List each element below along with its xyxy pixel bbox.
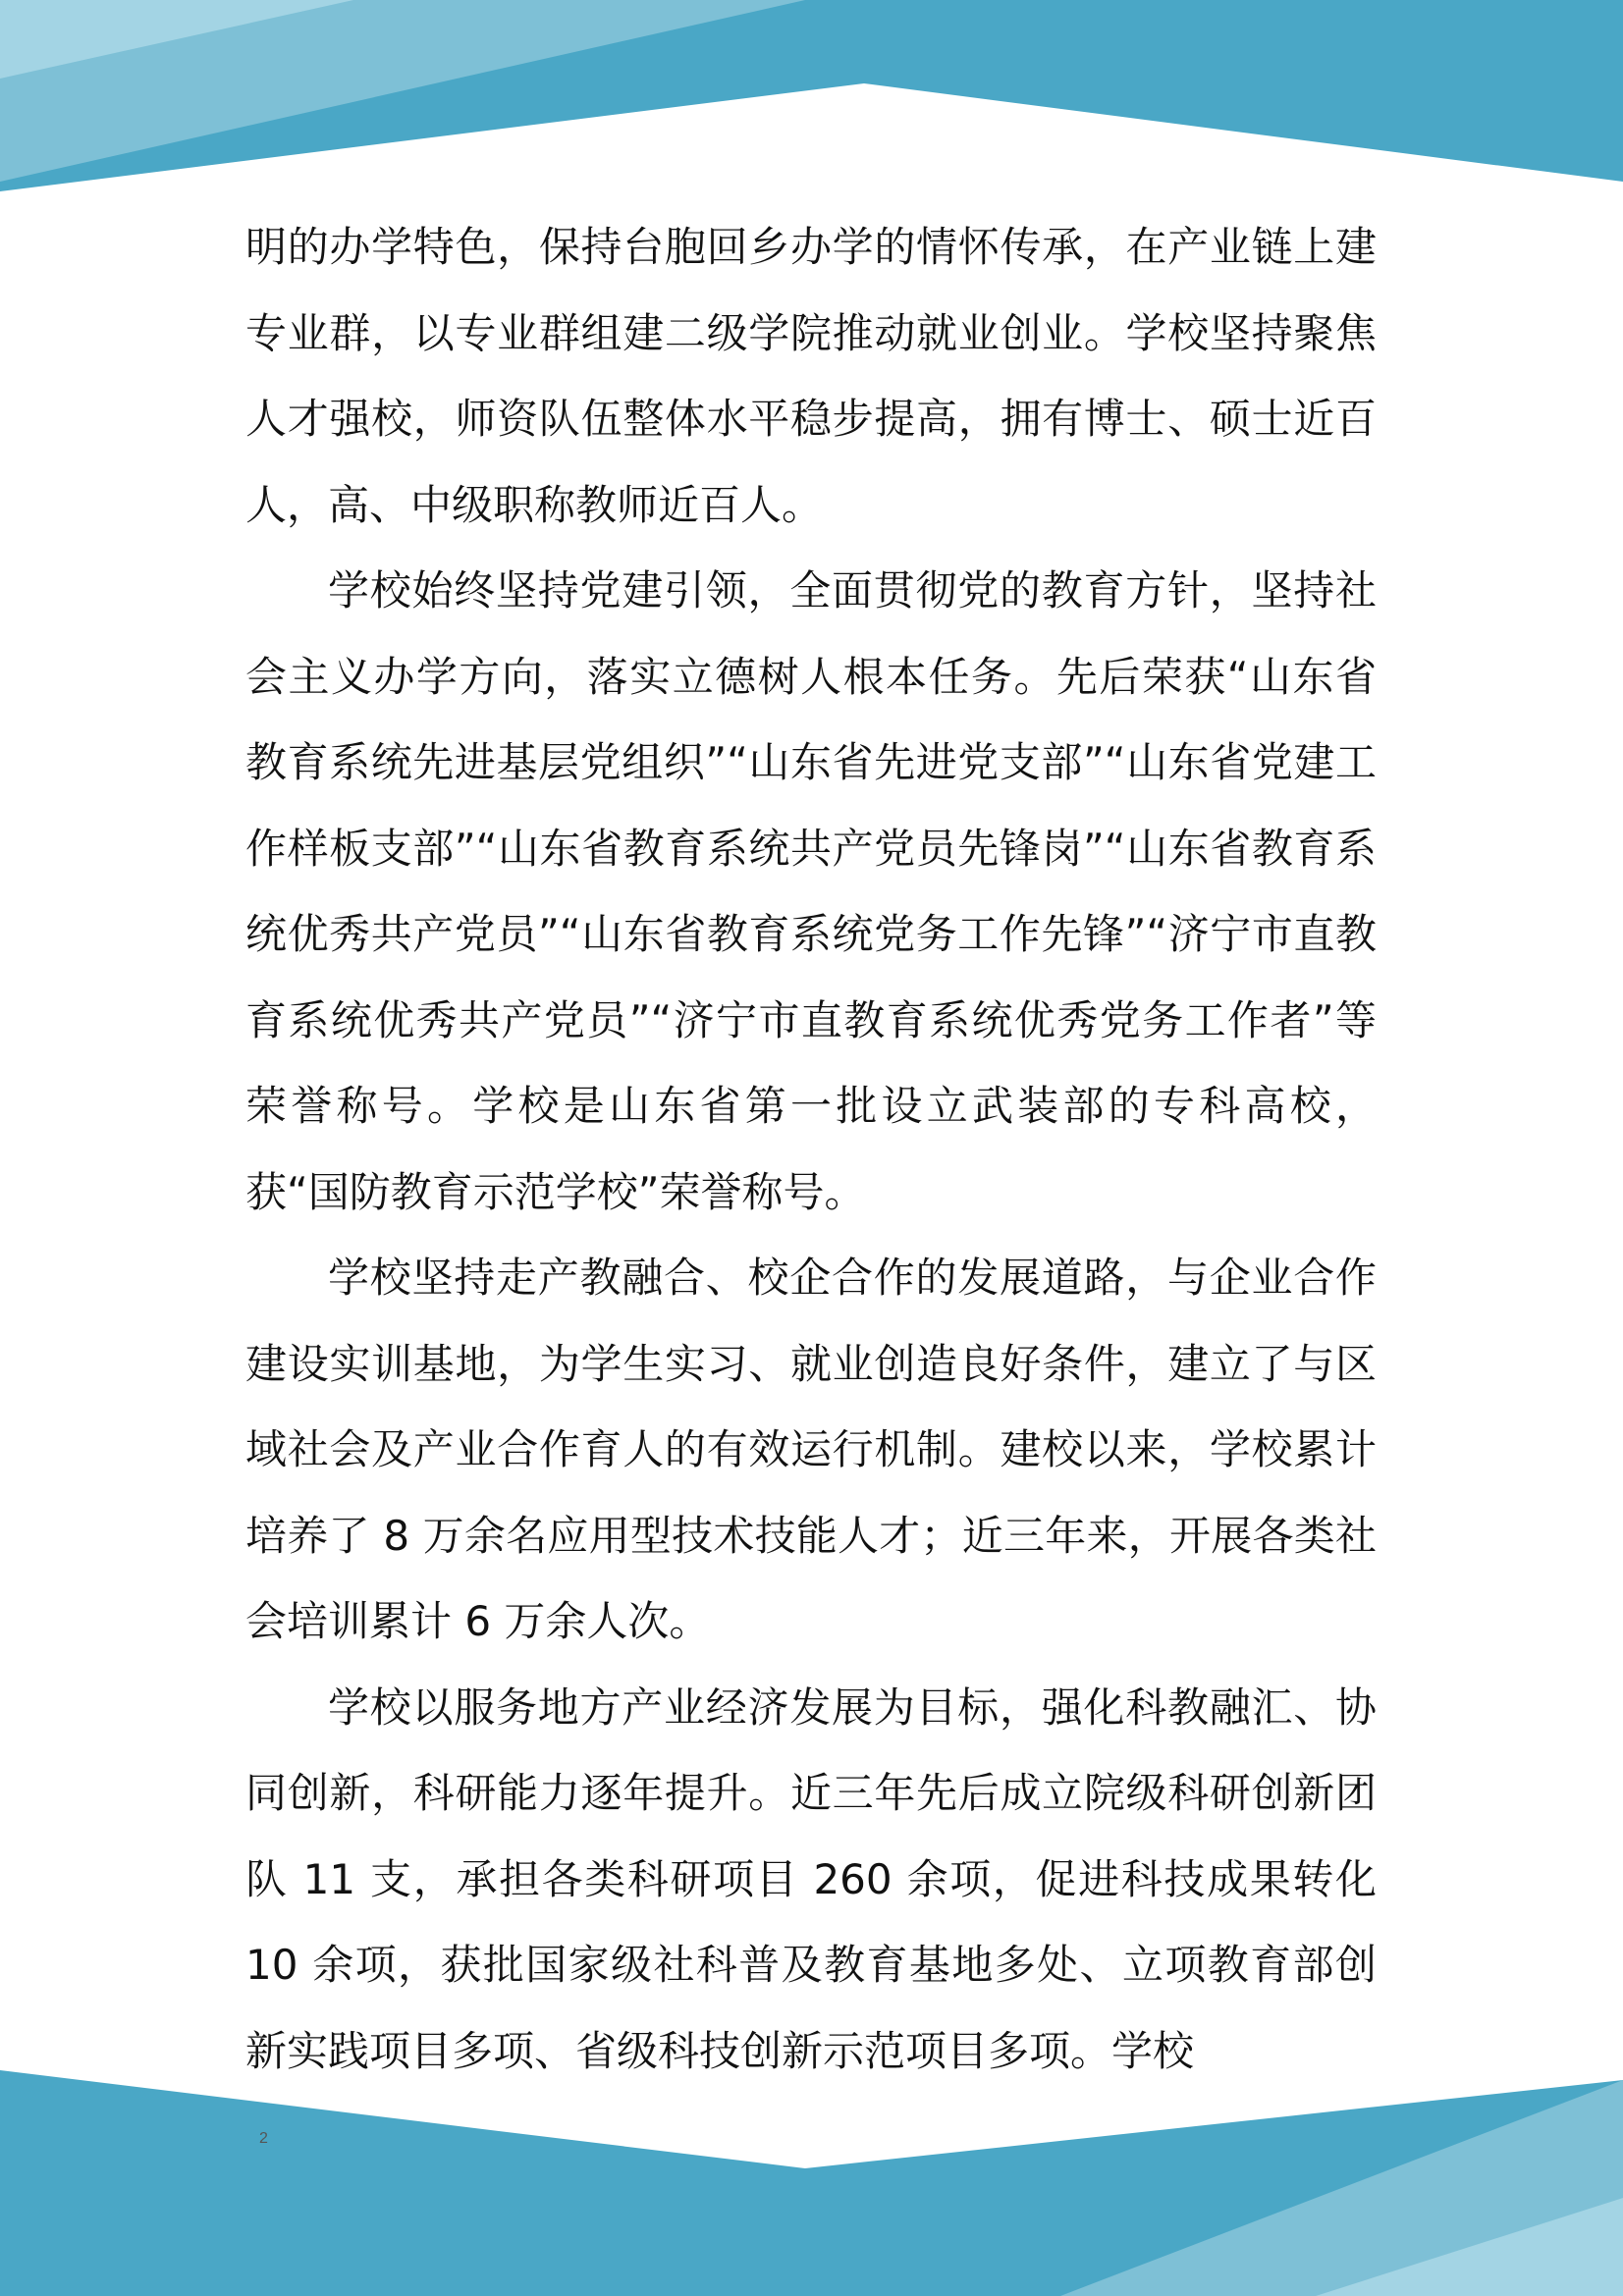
text-line: 作先锋”“济宁市直教育系统优秀共产党员”“济宁市直教育 xyxy=(245,910,1377,1044)
text-line: 展各类社会培训累计 6 万余人次。 xyxy=(245,1511,1377,1645)
paragraph-1 xyxy=(245,204,1377,548)
text-line: 协同创新，科研能力逐年提升。近三年先后成立院级科研创 xyxy=(245,1682,1377,1817)
text-line: 明的办学特色，保持台胞回乡办学的情怀传承，在产业链上 xyxy=(245,223,1335,271)
text-line: “山东省教育系统优秀共产党员”“山东省教育系统党务工 xyxy=(245,824,1377,958)
text-line: 育部创新实践项目多项、省级科技创新示范项目多项。学校 xyxy=(245,1941,1377,2075)
text-line: 转化 10 余项，获批国家级社科普及教育基地多处、立项教 xyxy=(245,1854,1377,1989)
text-line: 士近百人，高、中级职称教师近百人。 xyxy=(245,395,1377,529)
text-line: 作建设实训基地，为学生实习、就业创造良好条件，建立了 xyxy=(245,1254,1377,1388)
text-line: 新团队 11 支，承担各类科研项目 260 余项，促进科技成果 xyxy=(245,1769,1377,1903)
paragraph-4 xyxy=(245,1665,1377,2095)
text-line: 学校始终坚持党建引领，全面贯彻党的教育方针，坚持 xyxy=(328,566,1335,614)
document-body xyxy=(245,204,1377,2094)
paragraph-2 xyxy=(245,548,1377,1235)
text-line: 系统优秀党务工作者”等荣誉称号。学校是山东省第一批设 xyxy=(245,995,1377,1130)
page-number: 2 xyxy=(259,2130,268,2147)
text-line: 与区域社会及产业合作育人的有效运行机制。建校以来，学 xyxy=(245,1339,1377,1473)
text-line: 聚焦人才强校，师资队伍整体水平稳步提高，拥有博士、硕 xyxy=(245,308,1377,443)
text-line: 学校以服务地方产业经济发展为目标，强化科教融汇、 xyxy=(328,1682,1335,1732)
top-decorative-band xyxy=(0,0,1623,196)
text-line: 东省教育系统先进基层党组织”“山东省先进党支部”“山东 xyxy=(245,652,1377,786)
bottom-decorative-band xyxy=(0,2070,1623,2296)
text-line: 校累计培养了 8 万余名应用型技术技能人才；近三年来，开 xyxy=(245,1425,1377,1560)
text-line: 立武装部的专科高校，获“国防教育示范学校”荣誉称号。 xyxy=(245,1082,1377,1216)
paragraph-3 xyxy=(245,1235,1377,1665)
text-line: 学校坚持走产教融合、校企合作的发展道路，与企业合 xyxy=(328,1254,1335,1302)
text-line: 建专业群，以专业群组建二级学院推动就业创业。学校坚持 xyxy=(245,223,1377,357)
text-line: 省党建工作样板支部”“山东省教育系统共产党员先锋岗” xyxy=(245,738,1377,873)
text-line: 社会主义办学方向，落实立德树人根本任务。先后荣获“山 xyxy=(245,566,1377,701)
